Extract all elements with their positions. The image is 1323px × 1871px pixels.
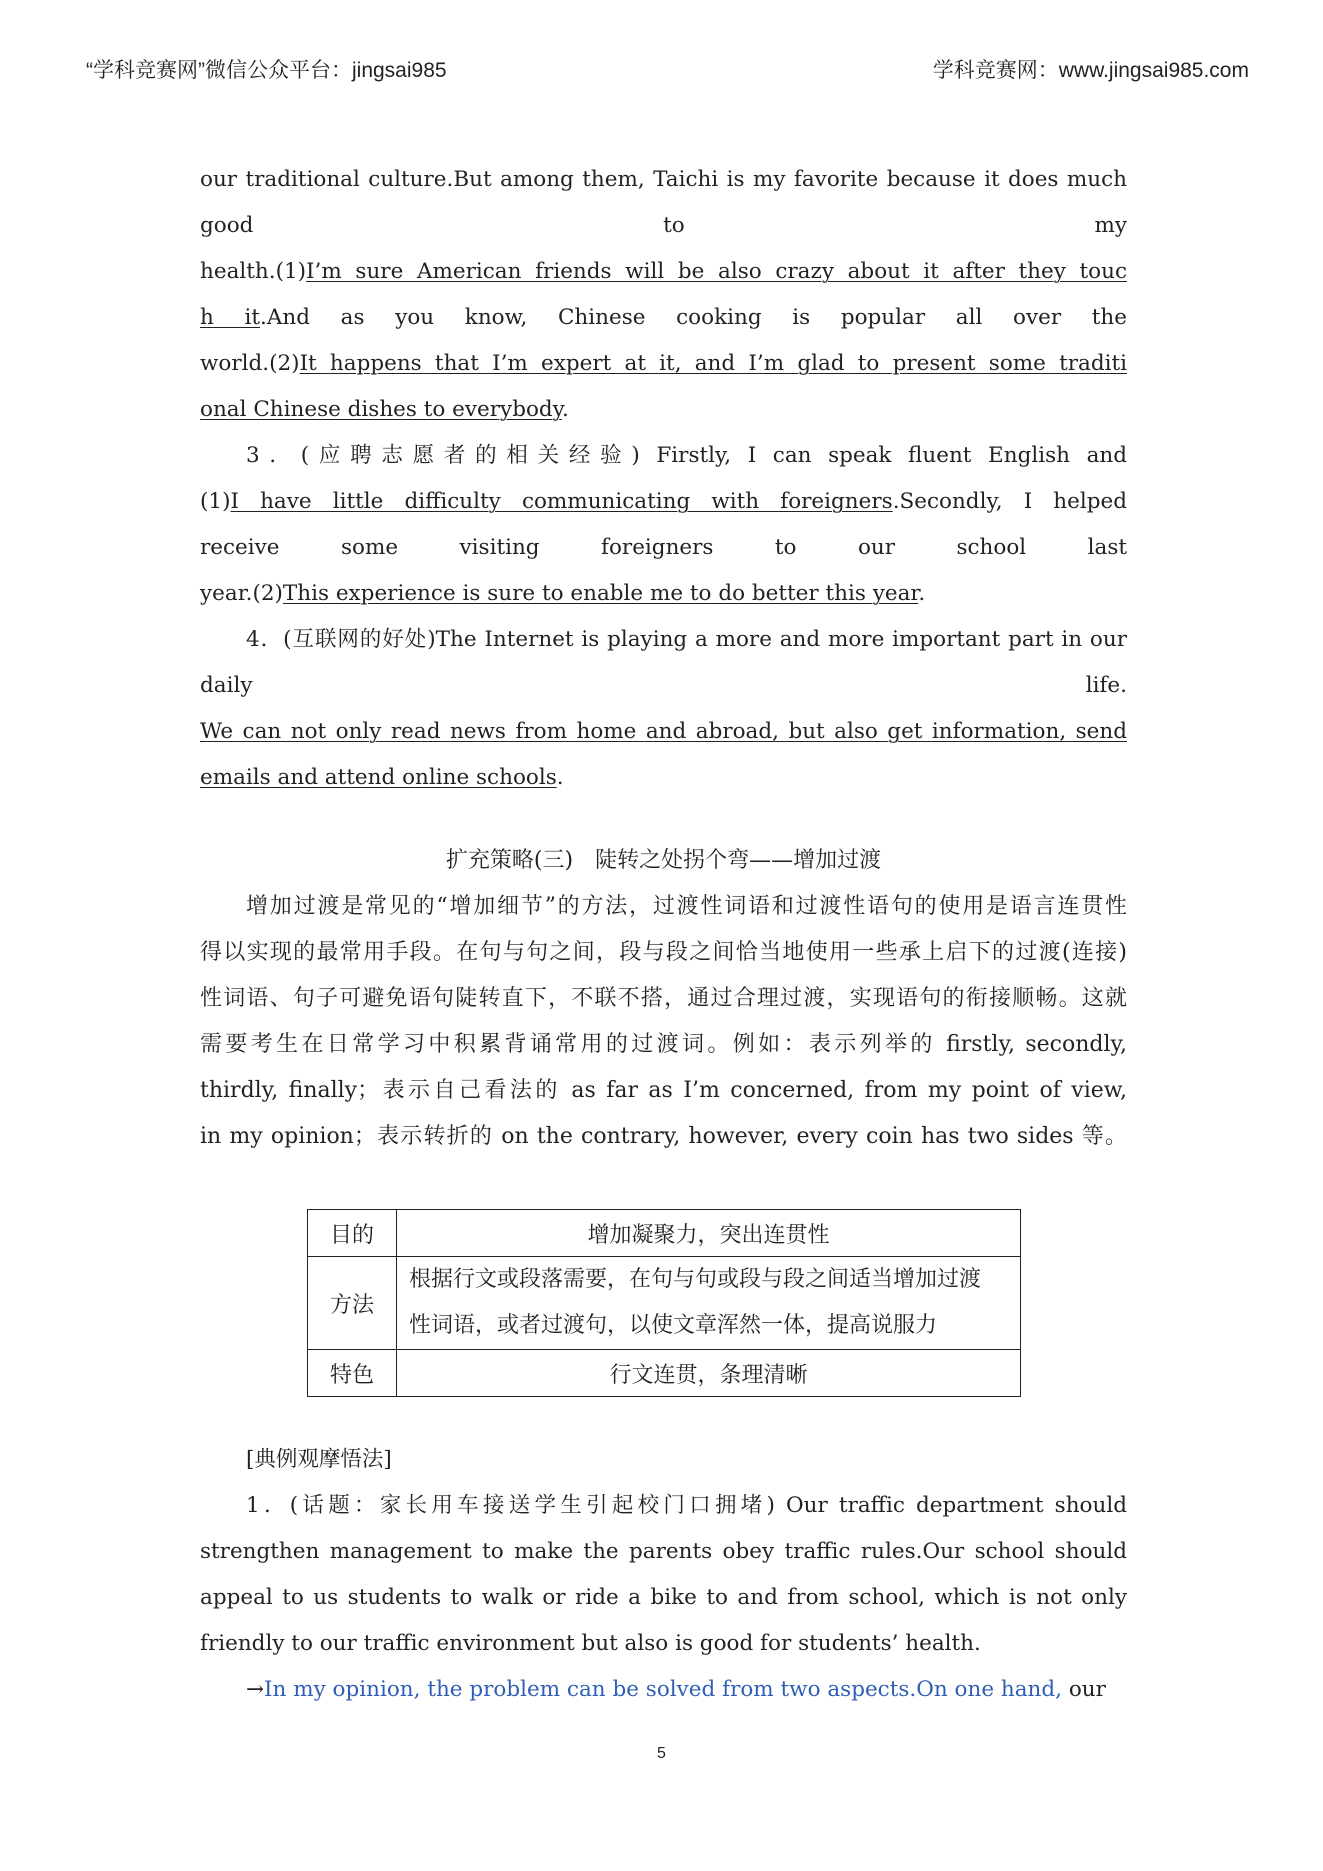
text-line: 4．(互联网的好处)The Internet is playing a more and more important part in our (246, 627, 1127, 652)
underlined-answer: emails and attend online schools (200, 765, 557, 790)
text: our (1062, 1677, 1106, 1702)
label: world.(2) (200, 351, 300, 376)
table-row (308, 1350, 1021, 1397)
table-key: 特色 (308, 1350, 397, 1397)
table-value: 增加凝聚力，突出连贯性 (397, 1210, 1021, 1257)
word: to (663, 213, 685, 238)
text-line: 需要考生在日常学习中积累背诵常用的过渡词。例如：表示列举的 firstly, secondly, (200, 1032, 1127, 1057)
section-title: 扩充策略(三) 陡转之处拐个弯——增加过渡 (445, 848, 882, 873)
header-right: 学科竞赛网：www.jingsai985.com (932, 59, 1249, 82)
label: (1) (200, 489, 231, 514)
text-line: 1．(话题：家长用车接送学生引起校门口拥堵) Our traffic department should (246, 1493, 1127, 1518)
text: . (556, 765, 564, 790)
text-line: in my opinion；表示转折的 on the contrary, however, every coin has two sides 等。 (200, 1124, 1127, 1149)
label: health.(1) (200, 259, 307, 284)
body-text-block (200, 157, 1127, 801)
label: year.(2) (200, 581, 283, 606)
word: life. (1085, 673, 1127, 698)
text: .Secondly, I helped (892, 489, 1127, 514)
text-line (200, 1667, 1127, 1713)
text-line: friendly to our traffic environment but also is good for students’ health. (200, 1631, 981, 1656)
text-line: receive some visiting foreigners to our school last (200, 535, 1127, 560)
text: . (561, 397, 569, 422)
arrow-icon: → (246, 1677, 265, 1702)
table-key: 方法 (308, 1257, 397, 1350)
underlined-answer: I have little difficulty communicating with foreigners (230, 489, 893, 514)
text-line: 得以实现的最常用手段。在句与句之间，段与段之间恰当地使用一些承上启下的过渡(连接) (200, 940, 1127, 965)
text-line: strengthen management to make the parents obey traffic rules.Our school should (200, 1539, 1127, 1564)
table-row (308, 1210, 1021, 1257)
text-line: 3．(应聘志愿者的相关经验) Firstly, I can speak fluent English and (246, 443, 1127, 468)
table-value-line: 性词语，或者过渡句，以使文章浑然一体，提高说服力 (409, 1313, 938, 1338)
text-line (200, 203, 1127, 249)
text-line (200, 709, 1127, 755)
text-line (200, 341, 1127, 387)
underlined-answer: onal Chinese dishes to everybody (200, 397, 562, 422)
word: my (1094, 213, 1127, 238)
blue-model-text: In my opinion, the problem can be solved from two aspects.On one hand, (264, 1677, 1062, 1702)
table-value (397, 1257, 1021, 1350)
text-line (200, 663, 1127, 709)
text-line (200, 571, 1127, 617)
strategy-table (307, 1209, 1021, 1397)
table-key: 目的 (308, 1210, 397, 1257)
header-left: “学科竞赛网”微信公众平台：jingsai985 (86, 59, 447, 82)
explanation-paragraph (200, 884, 1127, 1160)
text-line (200, 479, 1127, 525)
underlined-answer: h it (200, 305, 261, 330)
underlined-answer: We can not only read news from home and abroad, but also get information, send (200, 719, 1127, 744)
word: daily (200, 673, 253, 698)
underlined-answer: I’m sure American friends will be also crazy about it after they touc (306, 259, 1127, 284)
text-line: 增加过渡是常见的“增加细节”的方法，过渡性词语和过渡性语句的使用是语言连贯性 (246, 894, 1127, 919)
underlined-answer: This experience is sure to enable me to do better this year (282, 581, 919, 606)
text-line: thirdly, finally；表示自己看法的 as far as I’m concerned, from my point of view, (200, 1078, 1127, 1103)
underlined-answer: It happens that I’m expert at it, and I’m glad to present some traditi (299, 351, 1127, 376)
text-line (200, 387, 1127, 433)
table-value-line: 根据行文或段落需要，在句与句或段与段之间适当增加过渡 (409, 1267, 982, 1292)
word: good (200, 213, 254, 238)
text: .And as you know, Chinese cooking is popular all over the (260, 305, 1127, 330)
text: . (918, 581, 926, 606)
page-number: 5 (657, 1745, 666, 1762)
example-section (200, 1437, 1127, 1713)
text-line: our traditional culture.But among them, Taichi is my favorite because it does much (200, 167, 1127, 192)
example-heading: [典例观摩悟法] (246, 1447, 392, 1472)
table-value: 行文连贯，条理清晰 (397, 1350, 1021, 1397)
table-row (308, 1257, 1021, 1350)
text-line (200, 249, 1127, 295)
text-line: appeal to us students to walk or ride a bike to and from school, which is not only (200, 1585, 1127, 1610)
text-line (200, 755, 1127, 801)
text-line: 性词语、句子可避免语句陡转直下，不联不搭，通过合理过渡，实现语句的衔接顺畅。这就 (200, 986, 1127, 1011)
text-line (200, 295, 1127, 341)
